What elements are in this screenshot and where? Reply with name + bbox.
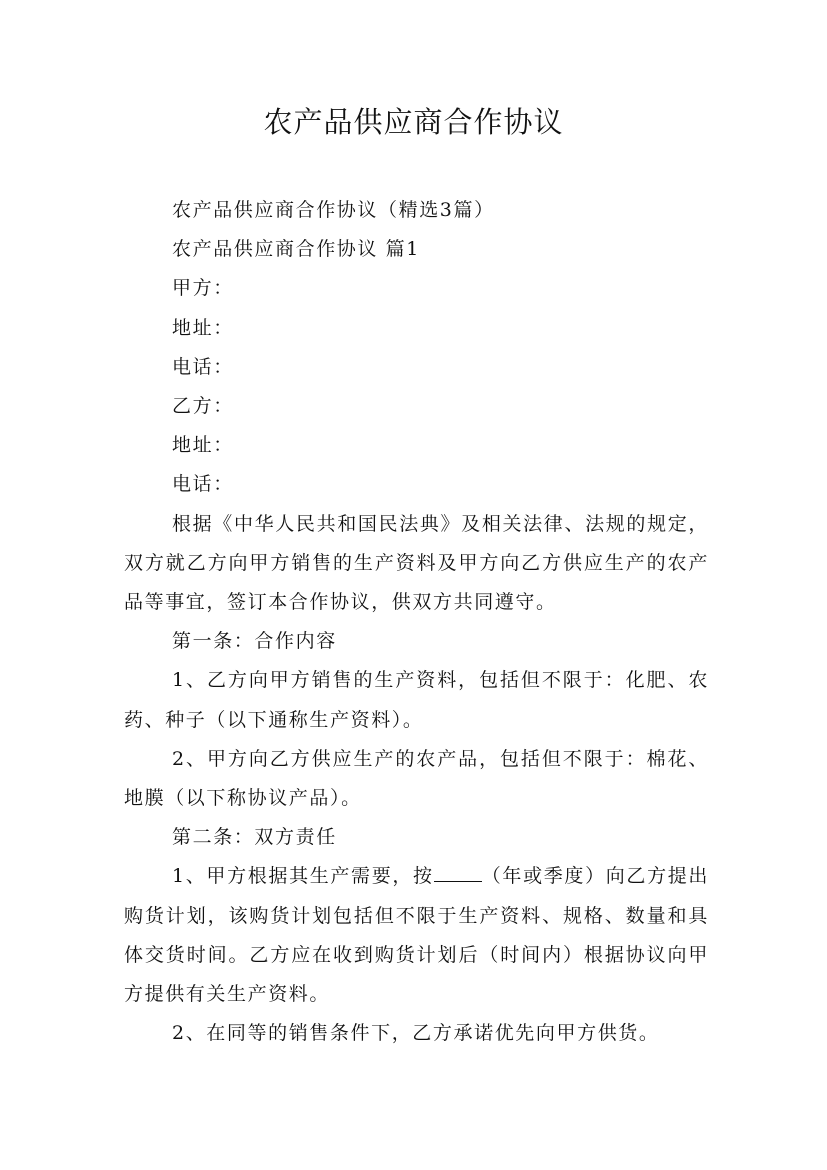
paragraph-article-1-heading: 第一条：合作内容: [172, 630, 337, 653]
text-before-blank: 1、甲方根据其生产需要，按: [172, 865, 434, 888]
document-title: 农产品供应商合作协议: [263, 105, 564, 139]
paragraph-preamble: 根据《中华人民共和国民法典》及相关法律、法规的规定，双方就乙方向甲方销售的生产资料及甲方向乙方供应生产的农产品等事宜，签订本合作协议，供双方共同遵守。: [124, 512, 709, 614]
paragraph-subtitle: 农产品供应商合作协议（精选3篇）: [172, 199, 495, 221]
paragraph-article-2-item-2: 2、在同等的销售条件下，乙方承诺优先向甲方供货。: [172, 1022, 660, 1045]
paragraph-article-1-item-2: 2、甲方向乙方供应生产的农产品，包括但不限于：棉花、地膜（以下称协议产品）。: [124, 747, 709, 810]
paragraph-party-a-phone: 电话：: [172, 355, 234, 378]
paragraph-article-2-heading: 第二条：双方责任: [172, 826, 337, 849]
paragraph-party-a: 甲方：: [172, 277, 234, 300]
paragraph-party-a-address: 地址：: [172, 316, 234, 339]
text-after-blank: （年或季度）向乙方提出购货计划，该购货计划包括但不限于生产资料、规格、数量和具体交货时间。乙方应在收到购货计划后（时间内）根据协议向甲方提供有关生产资料。: [124, 865, 709, 1006]
paragraph-party-b: 乙方：: [172, 395, 234, 418]
paragraph-article-1-item-1: 1、乙方向甲方销售的生产资料，包括但不限于：化肥、农药、种子（以下通称生产资料）。: [124, 669, 709, 731]
fill-in-blank: [434, 863, 482, 882]
paragraph-article-2-item-1: [124, 857, 709, 1014]
document-body: [124, 191, 709, 1053]
paragraph-party-b-phone: 电话：: [172, 473, 234, 496]
paragraph-party-b-address: 地址：: [172, 434, 234, 457]
paragraph-part-heading: 农产品供应商合作协议 篇1: [172, 238, 420, 261]
